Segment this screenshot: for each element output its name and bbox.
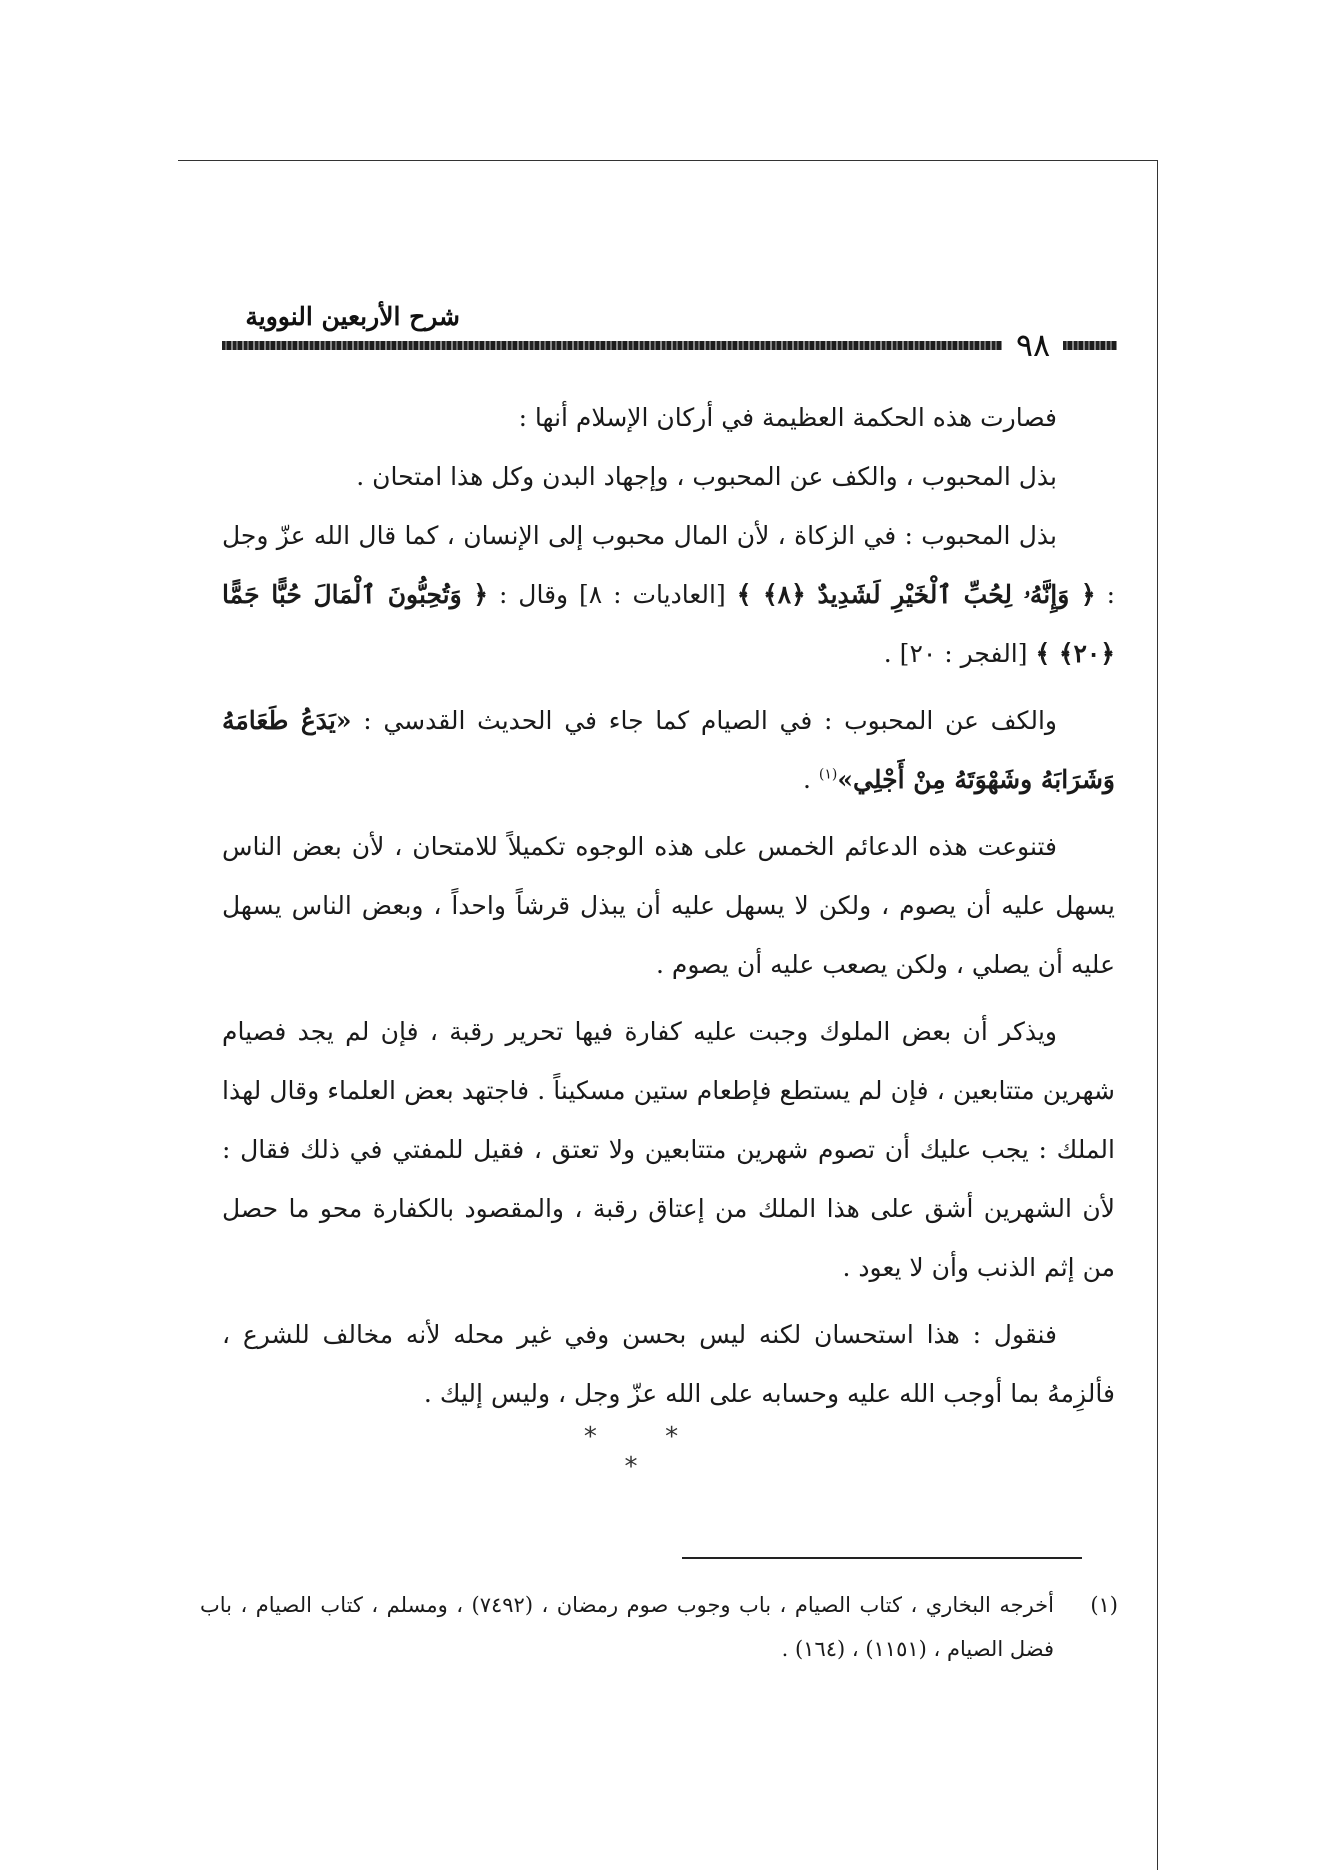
quran-verse: ﴿ وَتُحِبُّونَ ٱلْمَالَ حُبًّا جَمًّا ﴿٢٠﴾ ﴾ bbox=[222, 580, 1115, 668]
punctuation: . bbox=[803, 765, 811, 794]
paragraph-zakat bbox=[222, 506, 1115, 683]
crop-mark-right bbox=[1157, 160, 1158, 1870]
section-separator: * * * bbox=[583, 1422, 709, 1482]
paragraph-intro: بذل المحبوب : في الزكاة ، لأن المال محبوب إلى الإنسان ، كما قال الله عزّ وجل : bbox=[222, 521, 1115, 609]
paragraph-intro: والكف عن المحبوب : في الصيام كما جاء في الحديث القدسي : bbox=[363, 706, 1057, 735]
footnote-rule bbox=[682, 1557, 1082, 1559]
verse-reference: [الفجر : ٢٠] . bbox=[883, 639, 1028, 668]
paragraph: بذل المحبوب ، والكف عن المحبوب ، وإجهاد البدن وكل هذا امتحان . bbox=[356, 462, 1057, 491]
footnote-marker: (١) bbox=[1090, 1593, 1118, 1617]
hadith-quote: «يَدَعُ طَعَامَهُ وَشَرَابَهُ وشَهْوَتَهُ مِنْ أَجْلِي» bbox=[222, 706, 1115, 794]
footnote bbox=[200, 1583, 1118, 1671]
paragraph-fasting bbox=[222, 691, 1115, 809]
paragraph: ويذكر أن بعض الملوك وجبت عليه كفارة فيها تحرير رقبة ، فإن لم يجد فصيام شهرين متتابعين ، فإن لم يستطع فإطعام ستين مسكيناً . فاجتهد بعض العلماء وقال لهذا الملك : يجب عليك أن تصوم شهرين متتابعين ولا تعتق ، فقيل للمفتي في ذلك فقال : لأن الشهرين أشق على هذا الملك من إعتاق رقبة ، والمقصود بالكفارة محو ما حصل من إثم الذنب وأن لا يعود . bbox=[222, 1017, 1115, 1282]
running-title: شرح الأربعين النووية bbox=[245, 302, 460, 331]
header-rule bbox=[222, 341, 1002, 350]
paragraph: فنقول : هذا استحسان لكنه ليس بحسن وفي غير محله لأنه مخالف للشرع ، فألزِمهُ بما أوجب الله عليه وحسابه على الله عزّ وجل ، وليس إليك . bbox=[222, 1320, 1115, 1408]
page-number: ٩٨ bbox=[1015, 326, 1051, 364]
footnote-reference: (١) bbox=[818, 766, 838, 783]
main-text bbox=[222, 388, 1115, 1431]
paragraph: فتنوعت هذه الدعائم الخمس على هذه الوجوه تكميلاً للامتحان ، لأن بعض الناس يسهل عليه أن يصوم ، ولكن لا يسهل عليه أن يبذل قرشاً واحداً ، وبعض الناس يسهل عليه أن يصلي ، ولكن يصعب عليه أن يصوم . bbox=[222, 832, 1115, 979]
header-rule-end bbox=[1063, 341, 1117, 350]
verse-reference: [العاديات : ٨] وقال : bbox=[498, 580, 726, 609]
crop-mark-top bbox=[178, 160, 1158, 161]
footnote-text: أخرجه البخاري ، كتاب الصيام ، باب وجوب صوم رمضان ، (٧٤٩٢) ، ومسلم ، كتاب الصيام ، باب فضل الصيام ، (١١٥١) ، (١٦٤) . bbox=[200, 1593, 1054, 1661]
paragraph: فصارت هذه الحكمة العظيمة في أركان الإسلام أنها : bbox=[518, 403, 1057, 432]
quran-verse: ﴿ وَإِنَّهُۥ لِحُبِّ ٱلْخَيْرِ لَشَدِيدٌ ﴿٨﴾ ﴾ bbox=[736, 580, 1096, 609]
